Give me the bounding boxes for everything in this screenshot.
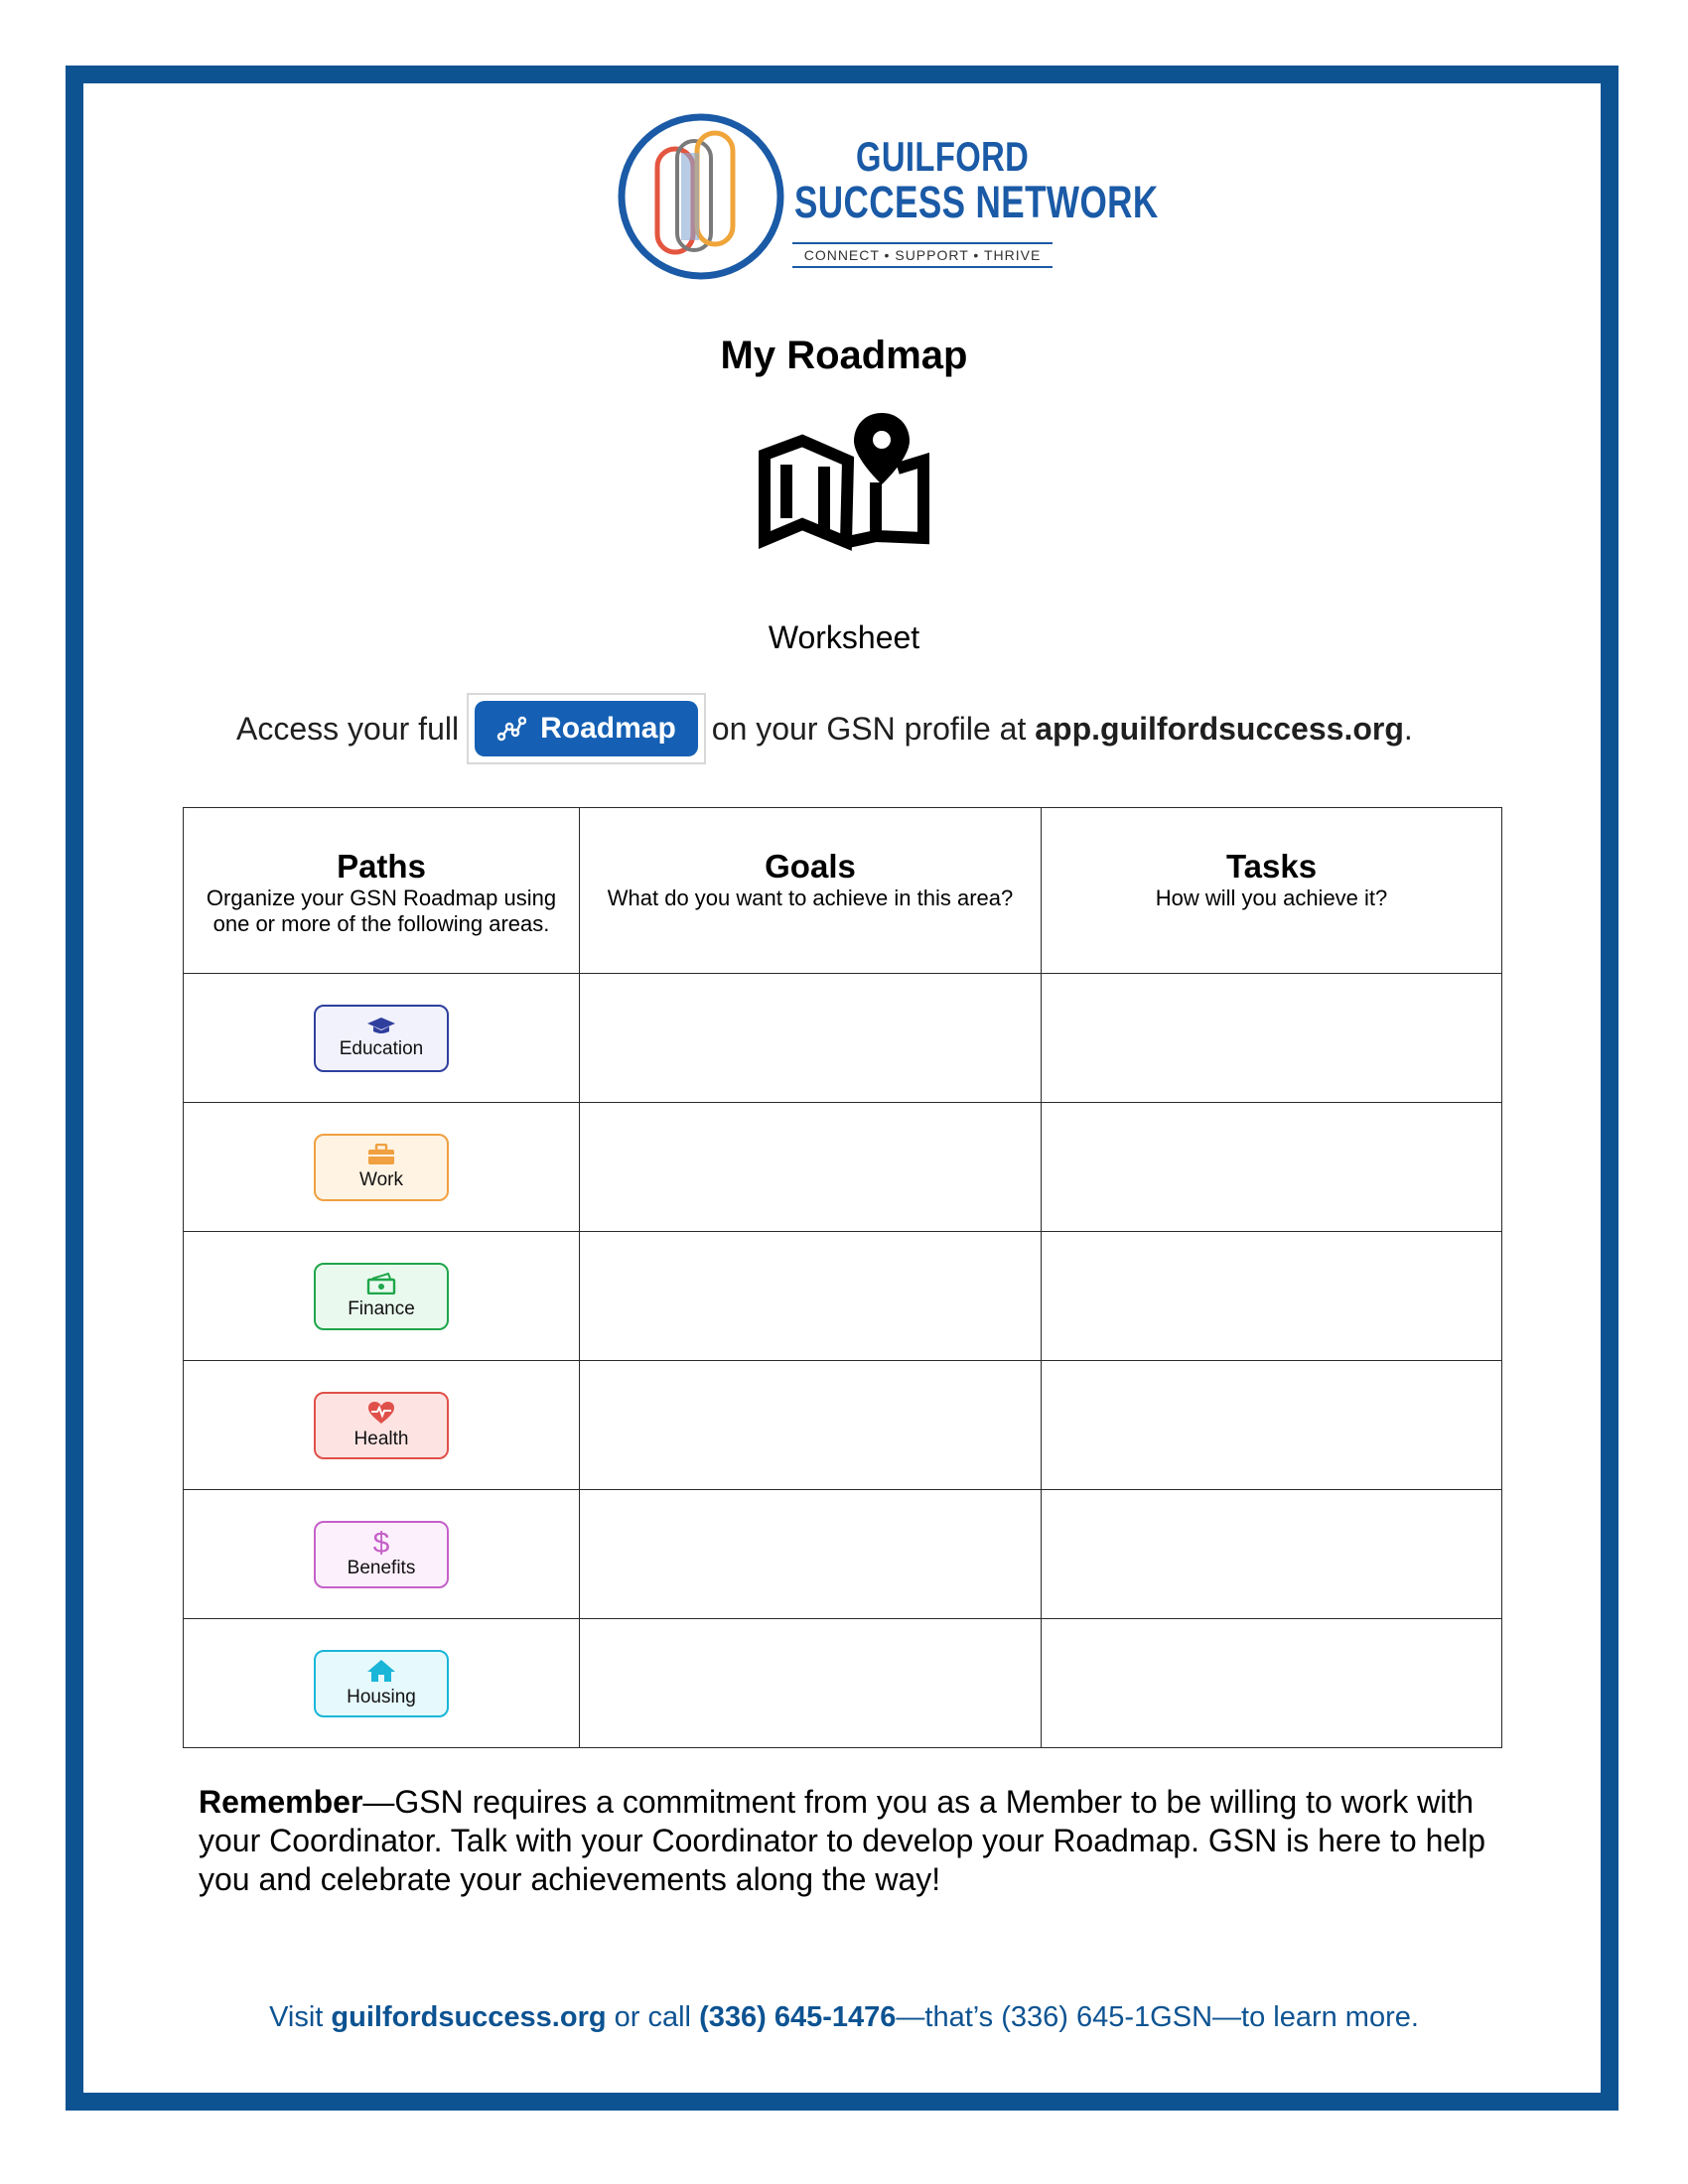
path-label: Education xyxy=(339,1037,424,1059)
path-label: Benefits xyxy=(347,1557,416,1578)
briefcase-icon xyxy=(367,1144,395,1165)
roadmap-button[interactable] xyxy=(475,701,698,756)
path-label: Housing xyxy=(347,1686,416,1707)
logo-tagline: CONNECT • SUPPORT • THRIVE xyxy=(792,242,1053,268)
logo-line2: SUCCESS NETWORK xyxy=(794,177,1159,227)
table-header xyxy=(184,808,1502,974)
goals-title: Goals xyxy=(765,848,856,885)
paths-subtitle: Organize your GSN Roadmap using one or more of the following areas. xyxy=(206,886,557,936)
task-cell[interactable] xyxy=(1042,1103,1502,1232)
remember-lead: Remember xyxy=(199,1784,363,1820)
goal-cell[interactable] xyxy=(580,1103,1042,1232)
goal-cell[interactable] xyxy=(580,1619,1042,1748)
footer-contact xyxy=(0,2001,1688,2034)
roadmap-button-frame xyxy=(467,693,706,764)
access-prefix: Access your full xyxy=(236,710,460,747)
task-cell[interactable] xyxy=(1042,1361,1502,1490)
goals-subtitle: What do you want to achieve in this area? xyxy=(607,886,1014,910)
path-cell xyxy=(184,1490,580,1619)
page-title: My Roadmap xyxy=(720,334,968,377)
path-education[interactable] xyxy=(314,1005,449,1072)
footer-visit: Visit xyxy=(269,2001,332,2033)
table-row xyxy=(184,1490,1502,1619)
map-pin-icon xyxy=(759,409,929,554)
path-finance[interactable] xyxy=(314,1263,449,1330)
table-row xyxy=(184,1619,1502,1748)
path-cell xyxy=(184,1232,580,1361)
goal-cell[interactable] xyxy=(580,1490,1042,1619)
heart-pulse-icon xyxy=(367,1401,395,1425)
path-label: Health xyxy=(353,1428,409,1449)
table-row xyxy=(184,974,1502,1103)
path-cell xyxy=(184,1361,580,1490)
goal-cell[interactable] xyxy=(580,1232,1042,1361)
table-row xyxy=(184,1361,1502,1490)
paths-title: Paths xyxy=(337,848,426,885)
path-benefits[interactable] xyxy=(314,1521,449,1588)
goals-header xyxy=(580,808,1042,974)
dollar-icon: $ xyxy=(372,1526,390,1560)
tasks-header xyxy=(1042,808,1502,974)
route-icon xyxy=(496,716,526,742)
remember-note xyxy=(199,1783,1489,1899)
tasks-title: Tasks xyxy=(1225,848,1318,885)
house-icon xyxy=(366,1659,396,1683)
path-label: Work xyxy=(359,1168,403,1190)
footer-rest: —that’s (336) 645-1GSN—to learn more. xyxy=(896,2001,1419,2033)
access-suffix: . xyxy=(1403,710,1413,747)
roadmap-button-label: Roadmap xyxy=(540,712,676,745)
access-middle: on your GSN profile at xyxy=(711,710,1027,747)
tasks-subtitle: How will you achieve it? xyxy=(1155,886,1388,910)
path-label: Finance xyxy=(348,1297,415,1319)
table-row xyxy=(184,1103,1502,1232)
profile-url[interactable]: app.guilfordsuccess.org xyxy=(1035,710,1404,747)
path-work[interactable] xyxy=(314,1134,449,1201)
path-cell xyxy=(184,974,580,1103)
goal-cell[interactable] xyxy=(580,974,1042,1103)
logo-wordmark xyxy=(794,135,1261,226)
goal-cell[interactable] xyxy=(580,1361,1042,1490)
paths-header xyxy=(184,808,580,974)
roadmap-table xyxy=(183,807,1502,1748)
task-cell[interactable] xyxy=(1042,974,1502,1103)
task-cell[interactable] xyxy=(1042,1619,1502,1748)
footer-call: or call xyxy=(606,2001,700,2033)
footer-phone[interactable]: (336) 645-1476 xyxy=(699,2001,897,2033)
money-icon xyxy=(366,1273,396,1295)
path-cell xyxy=(184,1103,580,1232)
graduation-cap-icon xyxy=(366,1017,396,1034)
path-cell xyxy=(184,1619,580,1748)
path-housing[interactable] xyxy=(314,1650,449,1717)
logo-line1: GUILFORD xyxy=(856,133,1030,180)
task-cell[interactable] xyxy=(1042,1490,1502,1619)
worksheet-label: Worksheet xyxy=(768,619,920,655)
footer-site-link[interactable]: guilfordsuccess.org xyxy=(331,2001,607,2033)
access-line xyxy=(236,693,1413,764)
path-health[interactable] xyxy=(314,1392,449,1459)
remember-text: —GSN requires a commitment from you as a Member to be willing to work with your Coordinator. Talk with your Coordinator to develop your Roadmap. GSN is here to help you and celebrate your achievements along the way! xyxy=(199,1784,1486,1897)
table-row xyxy=(184,1232,1502,1361)
task-cell[interactable] xyxy=(1042,1232,1502,1361)
